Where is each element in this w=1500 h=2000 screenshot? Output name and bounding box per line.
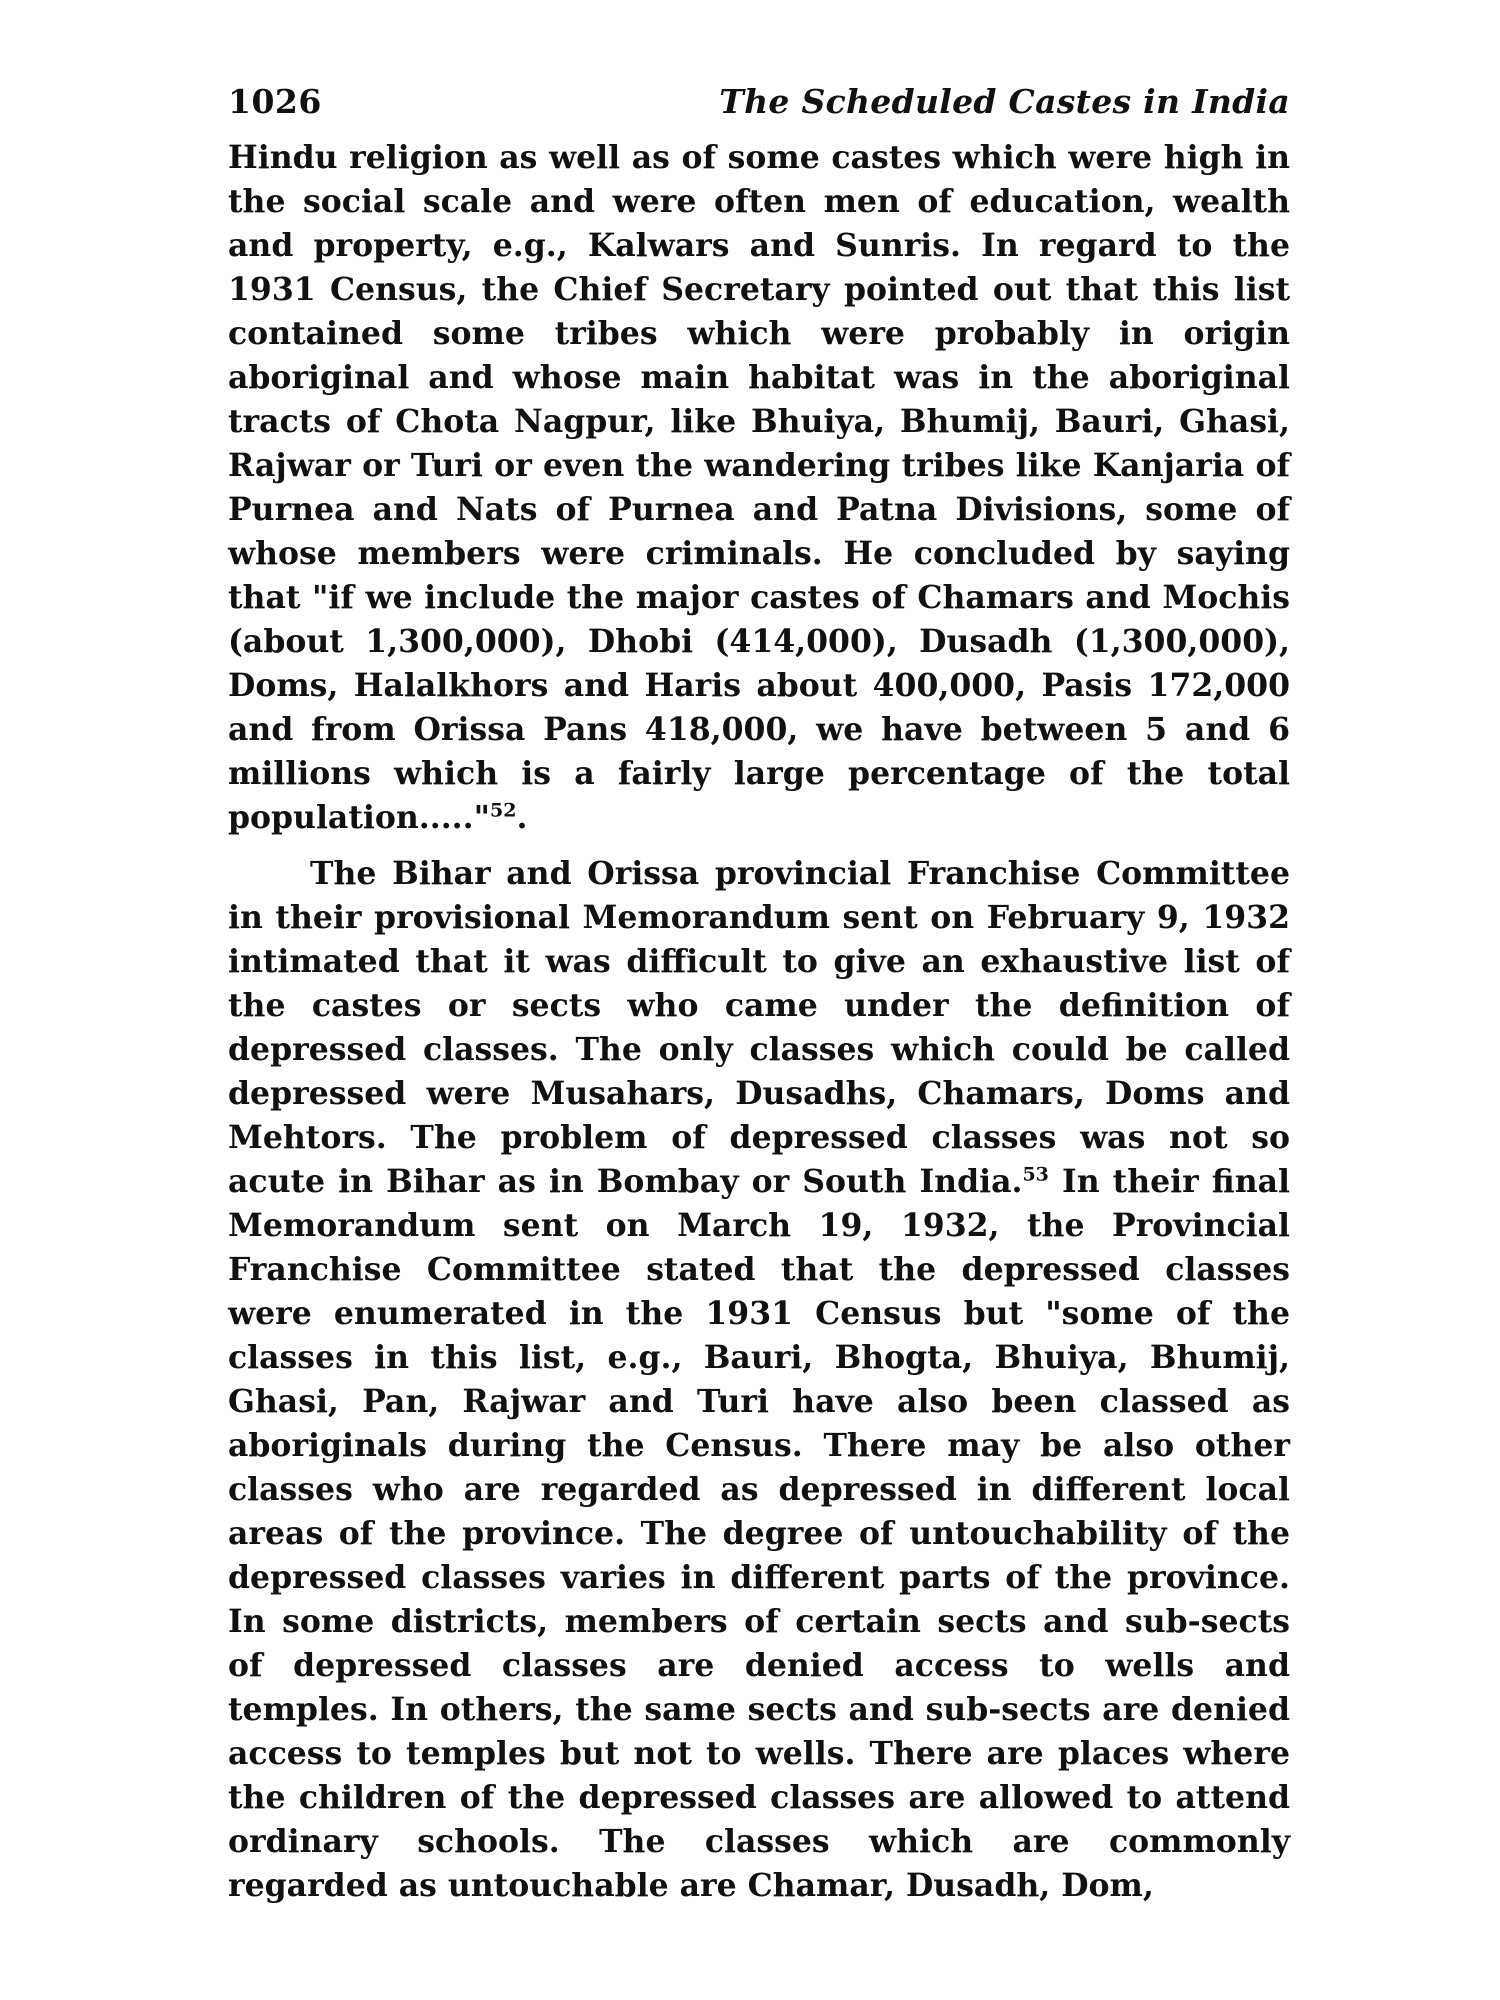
- page-header: [228, 82, 1290, 130]
- paragraph-text: The Bihar and Orissa provincial Franchise Committee in their provisional Memorandum sent on February 9, 1932 intimated that it was difficult to give an exhaustive list of the castes or sects who came under the definition of depressed classes. The only classes which could be called depressed were Musahars, Dusadhs, Chamars, Doms and Mehtors. The problem of depressed classes was not so acute in Bihar as in Bombay or South India.: [228, 855, 1290, 1200]
- page-number: 1026: [228, 82, 322, 121]
- book-page: [228, 82, 1290, 1908]
- paragraph-text-tail: .: [516, 799, 528, 836]
- paragraph-franchise-committee: [228, 852, 1290, 1908]
- footnote-marker-53: 53: [1022, 1163, 1049, 1186]
- running-title: The Scheduled Castes in India: [719, 82, 1290, 121]
- paragraph-text: Hindu religion as well as of some castes which were high in the social scale and were often men of education, wealth and property, e.g., Kalwars and Sunris. In regard to the 1931 Census, the Chief Secretary pointed out that this list contained some tribes which were probably in origin aboriginal and whose main habitat was in the aboriginal tracts of Chota Nagpur, like Bhuiya, Bhumij, Bauri, Ghasi, Rajwar or Turi or even the wandering tribes like Kanjaria of Purnea and Nats of Purnea and Patna Divisions, some of whose members were criminals. He concluded by saying that "if we include the major castes of Chamars and Mochis (about 1,300,000), Dhobi (414,000), Dusadh (1,300,000), Doms, Halalkhors and Haris about 400,000, Pasis 172,000 and from Orissa Pans 418,000, we have between 5 and 6 millions which is a fairly large percentage of the total population.....": [228, 139, 1290, 836]
- footnote-marker-52: 52: [490, 799, 517, 822]
- paragraph-continuation: [228, 136, 1290, 840]
- body-text: [228, 136, 1290, 1908]
- paragraph-text-tail: In their final Memorandum sent on March 19, 1932, the Provincial Franchise Committee stated that the depressed classes were enumerated in the 1931 Census but "some of the classes in this list, e.g., Bauri, Bhogta, Bhuiya, Bhumij, Ghasi, Pan, Rajwar and Turi have also been classed as aboriginals during the Census. There may be also other classes who are regarded as depressed in different local areas of the province. The degree of untouchability of the depressed classes varies in different parts of the province. In some districts, members of certain sects and sub-sects of depressed classes are denied access to wells and temples. In others, the same sects and sub-sects are denied access to temples but not to wells. There are places where the children of the depressed classes are allowed to attend ordinary schools. The classes which are commonly regarded as untouchable are Chamar, Dusadh, Dom,: [228, 1163, 1290, 1904]
